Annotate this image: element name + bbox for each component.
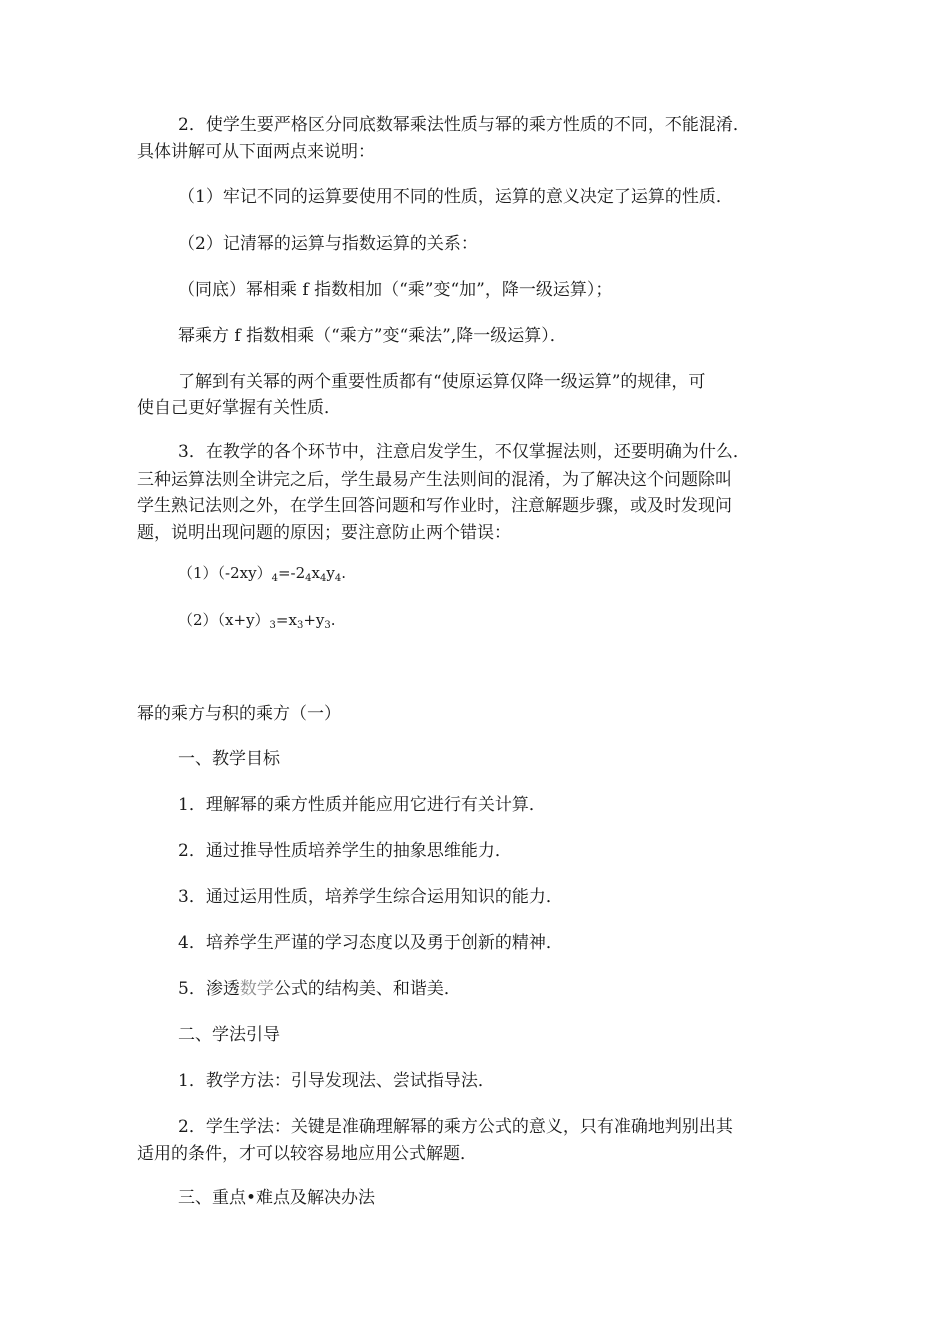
error-example-2: $(2)(x+y)_3=x_3+y_3$.: [178, 611, 336, 631]
point-1: （1）牢记不同的运算要使用不同的性质，运算的意义决定了运算的性质．: [178, 187, 733, 207]
para-3-line-3: 学生熟记法则之外，在学生回答问题和写作业时，注意解题步骤，或及时发现问: [137, 496, 732, 516]
goal-4: 4．培养学生严谨的学习态度以及勇于创新的精神．: [178, 933, 563, 953]
method-1: 1．教学方法：引导发现法、尝试指导法．: [178, 1071, 495, 1091]
para-3-line-1: 3．在教学的各个环节中，注意启发学生，不仅掌握法则，还要明确为什么．: [178, 442, 750, 462]
goal-3: 3．通过运用性质，培养学生综合运用知识的能力．: [178, 887, 563, 907]
para-2-line-2: 具体讲解可从下面两点来说明：: [137, 142, 375, 162]
lesson-title: 幂的乘方与积的乘方（一）: [137, 704, 341, 724]
para-3-line-2: 三种运算法则全讲完之后，学生最易产生法则间的混淆，为了解决这个问题除叫: [137, 470, 732, 490]
error-example-1: $(1)(-2xy)_4=-2_4x_4y_4$.: [178, 564, 347, 584]
heading-key-points: 三、重点•难点及解决办法: [178, 1188, 376, 1208]
summary-line-1: 了解到有关幂的两个重要性质都有“使原运算仅降一级运算”的规律，可: [178, 372, 706, 392]
para-3-line-4: 题，说明出现问题的原因；要注意防止两个错误：: [137, 523, 511, 543]
rule-power: 幂乘方 f 指数相乘（“乘方”变“乘法”,降一级运算）．: [178, 326, 567, 346]
rule-multiply: （同底）幂相乘 f 指数相加（“乘”变“加”，降一级运算）；: [178, 280, 613, 300]
summary-line-2: 使自己更好掌握有关性质．: [137, 398, 341, 418]
heading-teaching-goals: 一、教学目标: [178, 749, 280, 769]
heading-study-guide: 二、学法引导: [178, 1025, 280, 1045]
point-2: （2）记清幂的运算与指数运算的关系：: [178, 234, 478, 254]
method-2-line-2: 适用的条件，才可以较容易地应用公式解题．: [137, 1144, 477, 1164]
goal-2: 2．通过推导性质培养学生的抽象思维能力．: [178, 841, 512, 861]
math-link[interactable]: 数学: [239, 979, 274, 999]
goal-1: 1．理解幂的乘方性质并能应用它进行有关计算．: [178, 795, 546, 815]
para-2-line-1: 2．使学生要严格区分同底数幂乘法性质与幂的乘方性质的不同，不能混淆．: [178, 115, 750, 135]
method-2-line-1: 2．学生学法：关键是准确理解幂的乘方公式的意义，只有准确地判别出其: [178, 1117, 733, 1137]
goal-5: 5．渗透数学公式的结构美、和谐美．: [178, 979, 461, 999]
